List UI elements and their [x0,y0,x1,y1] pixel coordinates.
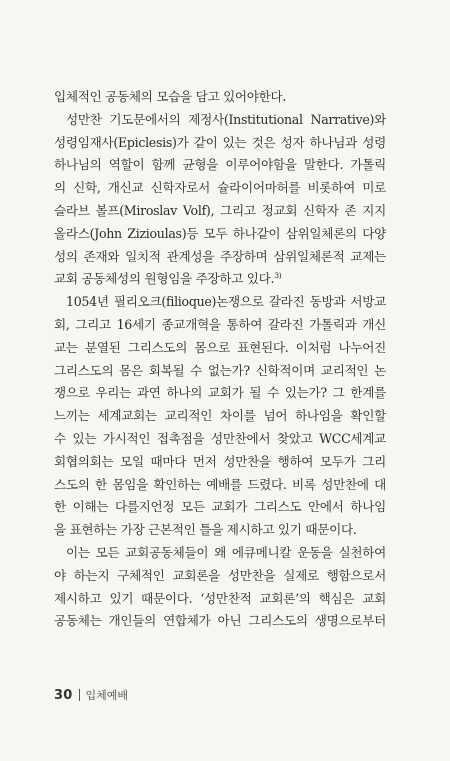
text-line: 의 신학, 개신교 신학자로서 슐라이어마허를 비롯하여 미로 [54,180,386,196]
text-line: 쟁으로 우리는 과연 하나의 교회가 될 수 있는가? 그 한계를 [54,385,386,401]
text-line: 제시하고 있기 때문이다. ‘성만찬적 교회론’의 핵심은 교회 [54,590,386,606]
running-head: 입체예배 [85,689,129,702]
text-line: 공동체는 개인들의 연합체가 아닌 그리스도의 생명으로부터 [54,613,386,629]
text-line: 회, 그리고 16세기 종교개혁을 통하여 갈라진 가톨릭과 개신 [54,316,386,332]
text-line: 성의 존재와 일치적 관계성을 주장하며 삼위일체론적 교제는 [54,248,386,264]
text-line: 이는 모든 교회공동체들이 왜 에큐메니칼 운동을 실천하여 [66,544,386,560]
paragraph-filioque [54,291,386,542]
text-line: 수 있는 가시적인 접촉점을 성만찬에서 찾았고 WCC세계교 [54,430,386,446]
text-line: 입체적인 공동체의 모습을 담고 있어야한다. [54,89,287,104]
text-line [54,268,386,291]
text-line: 야 하는지 구체적인 교회론을 성만찬을 실제로 행함으로서 [54,567,386,583]
text-line: 1054년 필리오크(filioque)논쟁으로 갈라진 동방과 서방교 [66,294,386,310]
page-footer [54,686,128,704]
text-line: 교는 분열된 그리스도의 몸으로 표현된다. 이처럼 나누어진 [54,339,386,355]
text-line: 성령임재사(Epiclesis)가 같이 있는 것은 성자 하나님과 성령 [54,134,386,150]
text-line: 스도의 한 몸임을 확인하는 예배를 드렸다. 비록 성만찬에 대 [54,476,386,492]
footer-divider [79,689,80,701]
text-line: 그리스도의 몸은 회복될 수 없는가? 신학적이며 교리적인 논 [54,362,386,378]
text-line: 올라스(John Zizioulas)등 모두 하나같이 삼위일체론의 다양 [54,225,386,241]
body-text [54,86,386,633]
text-line: 한 이해는 다를지언정 모든 교회가 그리스도 안에서 하나임 [54,499,386,515]
text-line-content: 교회 공동체성의 원형임을 주장하고 있다. [54,271,275,287]
text-line: 회협의회는 모일 때마다 먼저 성만찬을 행하여 모두가 그리 [54,453,386,469]
text-line: 하나님의 역할이 함께 균형을 이루어야함을 말한다. 가톨릭 [54,157,386,173]
text-line: 느끼는 세계교회는 교리적인 차이를 넘어 하나임을 확인할 [54,408,386,424]
text-line: 을 표현하는 가장 근본적인 틀을 제시하고 있기 때문이다. [54,522,357,538]
paragraph-eucharistic-prayer [54,109,386,291]
paragraph-ecumenical [54,542,386,633]
footnote-marker: 3) [274,271,282,281]
paragraph-continuation [54,86,386,109]
text-line: 슬라브 볼프(Miroslav Volf), 그리고 정교회 신학자 존 지지 [54,202,386,218]
text-line: 성만찬 기도문에서의 제정사(Institutional Narrative)와 [66,111,386,127]
page-number: 30 [54,687,73,703]
